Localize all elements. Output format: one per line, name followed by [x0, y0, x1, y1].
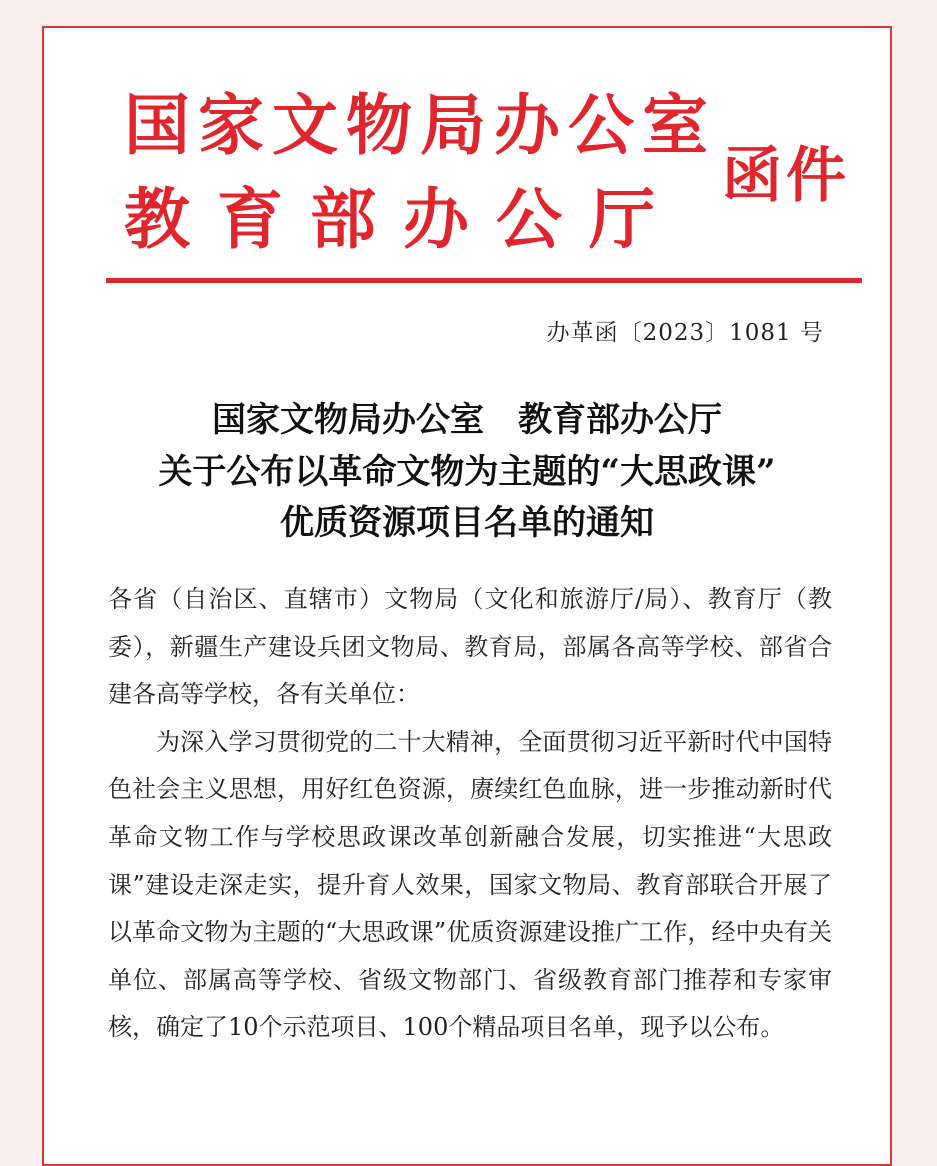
body-paragraph-1: 为深入学习贯彻党的二十大精神，全面贯彻习近平新时代中国特色社会主义思想，用好红色资源，赓续红色血脉，进一步推动新时代革命文物工作与学校思政课改革创新融合发展，切实推进“大思政课”建设走深走实，提升育人效果，国家文物局、教育部联合开展了以革命文物为主题的“大思政课”优质资源建设推广工作，经中央有关单位、部属高等学校、省级文物部门、省级教育部门推荐和专家审核，确定了10个示范项目、100个精品项目名单，现予以公布。: [108, 727, 832, 1042]
addressee-paragraph: 各省（自治区、直辖市）文物局（文化和旅游厅/局）、教育厅（教委），新疆生产建设兵团文物局、教育局，部属各高等学校、部省合建各高等学校，各有关单位：: [108, 585, 832, 709]
letterhead-divider: [106, 278, 862, 283]
letterhead-org-1: 国家文物局办公室: [124, 86, 716, 164]
document-title-line-1: [44, 392, 890, 441]
document-page: [42, 26, 892, 1166]
letterhead: [44, 28, 890, 328]
title-issuer-2: 教育部办公厅: [518, 400, 722, 440]
document-number: 办革函〔2023〕1081 号: [546, 320, 824, 346]
document-title-line-2: 关于公布以革命文物为主题的“大思政课”: [158, 452, 776, 492]
letterhead-letter-type: 函件: [722, 141, 850, 211]
title-issuer-1: 国家文物局办公室: [212, 400, 484, 440]
letterhead-org-2: 教育部办公厅: [124, 180, 682, 258]
document-title-line-3: 优质资源项目名单的通知: [280, 503, 654, 543]
document-body: [108, 576, 832, 1052]
